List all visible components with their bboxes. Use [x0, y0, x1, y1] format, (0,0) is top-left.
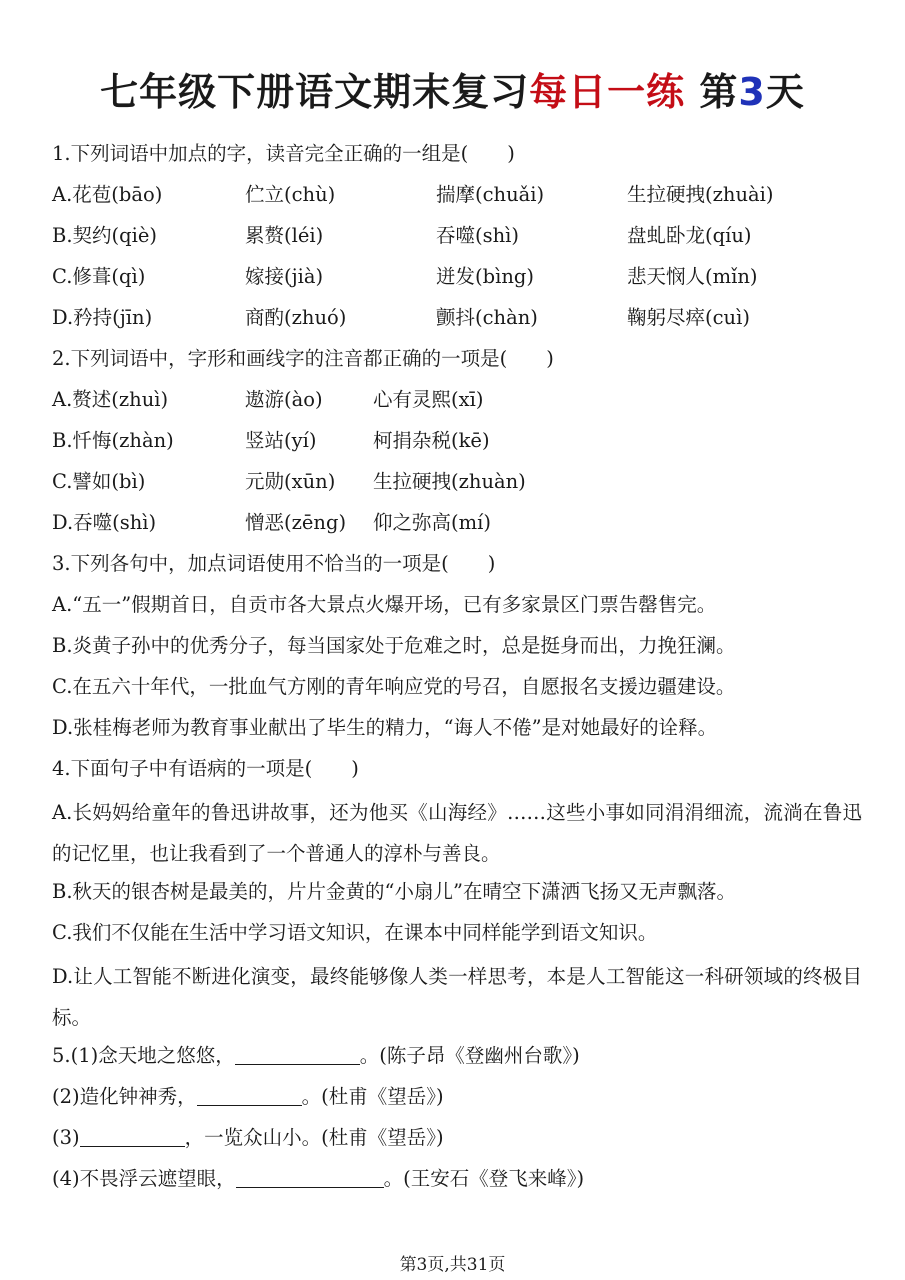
q1-option-cell: A.花苞(bāo) — [52, 183, 163, 206]
answer-blank[interactable] — [80, 1122, 185, 1147]
q5-item — [52, 1079, 862, 1120]
q3-option: D.张桂梅老师为教育事业献出了毕生的精力，“诲人不倦”是对她最好的诠释。 — [52, 716, 718, 739]
q3-option: A.“五一”假期首日，自贡市各大景点火爆开场，已有多家景区门票告罄售完。 — [52, 593, 717, 616]
answer-blank[interactable] — [236, 1163, 384, 1188]
q1-option-cell: 吞噬(shì) — [436, 224, 520, 247]
q1-option-cell: C.修葺(qì) — [52, 265, 146, 288]
page-title — [0, 66, 905, 118]
q5-item-after: 。(王安石《登飞来峰》) — [383, 1167, 585, 1190]
q1-option-cell: 商酌(zhuó) — [245, 306, 347, 329]
q4-option: D.让人工智能不断进化演变，最终能够像人类一样思考，本是人工智能这一科研领域的终极目标。 — [52, 965, 862, 1029]
q5-item-after: ，一览众山小。(杜甫《望岳》) — [184, 1126, 444, 1149]
q1-option-cell: 盘虬卧龙(qíu) — [627, 224, 752, 247]
title-day-suffix: 天 — [765, 70, 805, 114]
q4-option: B.秋天的银杏树是最美的，片片金黄的“小扇儿”在晴空下潇洒飞扬又无声飘落。 — [52, 880, 736, 903]
q2-option-cell: 生拉硬拽(zhuàn) — [373, 470, 526, 493]
q1-option-row — [52, 259, 862, 300]
q1-option-row — [52, 218, 862, 259]
q3-option: C.在五六十年代，一批血气方刚的青年响应党的号召，自愿报名支援边疆建设。 — [52, 675, 736, 698]
q2-option-cell: B.忏悔(zhàn) — [52, 429, 174, 452]
q2-option-cell: 憎恶(zēng) — [245, 511, 347, 534]
q2-option-cell: 竖站(yí) — [245, 429, 317, 452]
q5-item-before: (2)造化钟神秀， — [52, 1085, 197, 1108]
answer-blank[interactable] — [197, 1081, 302, 1106]
q1-option-cell: B.契约(qiè) — [52, 224, 158, 247]
q2-option-cell: 柯捐杂税(kē) — [373, 429, 490, 452]
q1-option-cell: 生拉硬拽(zhuài) — [627, 183, 774, 206]
q1-stem: 1.下列词语中加点的字，读音完全正确的一组是( ) — [52, 142, 515, 165]
q4-option: C.我们不仅能在生活中学习语文知识，在课本中同样能学到语文知识。 — [52, 921, 658, 944]
q5-item — [52, 1120, 862, 1161]
q2-option-cell: 仰之弥高(mí) — [373, 511, 491, 534]
q1-option-cell: D.矜持(jīn) — [52, 306, 153, 329]
q1-option-cell: 颤抖(chàn) — [436, 306, 538, 329]
q5-item-after: 。(杜甫《望岳》) — [301, 1085, 444, 1108]
q1-option-cell: 伫立(chù) — [245, 183, 336, 206]
question-content — [52, 136, 862, 1202]
q2-option-cell: 元勋(xūn) — [245, 470, 336, 493]
q2-option-cell: A.赘述(zhuì) — [52, 388, 169, 411]
q2-option-row — [52, 382, 862, 423]
title-main: 七年级下册语文期末复习 — [100, 70, 530, 114]
q5-item-before: (4)不畏浮云遮望眼， — [52, 1167, 236, 1190]
q4-option: A.长妈妈给童年的鲁迅讲故事，还为他买《山海经》……这些小事如同涓涓细流，流淌在鲁迅的记忆里，也让我看到了一个普通人的淳朴与善良。 — [52, 801, 862, 865]
title-highlight: 每日一练 — [529, 70, 686, 114]
q5-item-after: 。(陈子昂《登幽州台歌》) — [359, 1044, 580, 1067]
q1-option-cell: 悲天悯人(mǐn) — [627, 265, 758, 288]
q2-option-row — [52, 423, 862, 464]
q1-option-cell: 迸发(bìng) — [436, 265, 534, 288]
q2-option-cell: 心有灵熙(xī) — [373, 388, 484, 411]
q2-option-row — [52, 505, 862, 546]
title-day-prefix: 第 — [699, 70, 739, 114]
q1-option-cell: 揣摩(chuǎi) — [436, 183, 545, 206]
title-day-number: 3 — [738, 70, 766, 114]
q1-option-row — [52, 177, 862, 218]
q5-item — [52, 1038, 862, 1079]
q3-stem: 3.下列各句中，加点词语使用不恰当的一项是( ) — [52, 552, 496, 575]
q1-option-row — [52, 300, 862, 341]
q1-option-cell: 嫁接(jià) — [245, 265, 324, 288]
page-footer: 第3页,共31页 — [399, 1255, 506, 1275]
q1-option-cell: 累赘(léi) — [245, 224, 324, 247]
q5-item-before: 5.(1)念天地之悠悠， — [52, 1044, 235, 1067]
q4-stem: 4.下面句子中有语病的一项是( ) — [52, 757, 359, 780]
q3-option: B.炎黄子孙中的优秀分子，每当国家处于危难之时，总是挺身而出，力挽狂澜。 — [52, 634, 736, 657]
q5-item — [52, 1161, 862, 1202]
q2-option-cell: C.譬如(bì) — [52, 470, 146, 493]
q2-stem: 2.下列词语中，字形和画线字的注音都正确的一项是( ) — [52, 347, 554, 370]
q2-option-cell: D.吞噬(shì) — [52, 511, 157, 534]
q2-option-cell: 遨游(ào) — [245, 388, 323, 411]
q2-option-row — [52, 464, 862, 505]
q1-option-cell: 鞠躬尽瘁(cuì) — [627, 306, 750, 329]
q5-item-before: (3) — [52, 1126, 80, 1149]
answer-blank[interactable] — [235, 1040, 360, 1065]
